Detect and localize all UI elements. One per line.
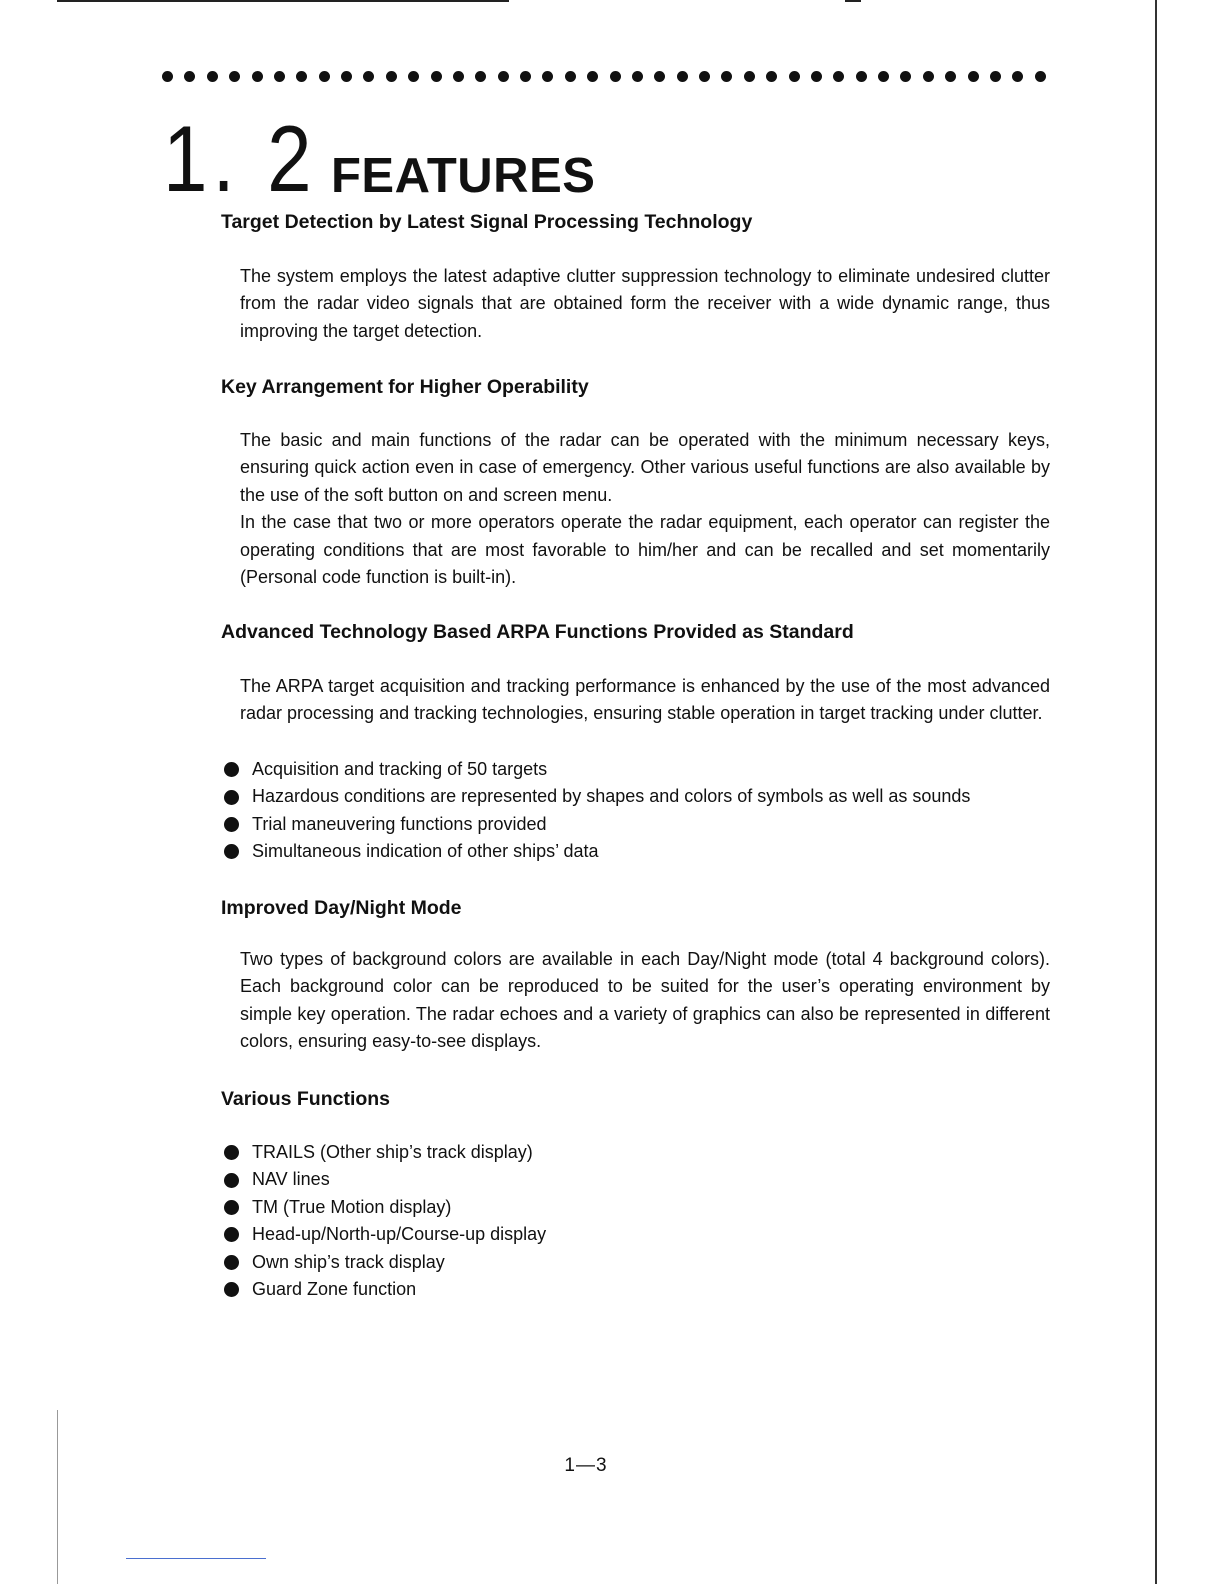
list-item: Trial maneuvering functions provided [224, 811, 970, 838]
bullet-icon [224, 1255, 239, 1270]
list-item: Simultaneous indication of other ships’ data [224, 838, 970, 865]
paragraph-text: The system employs the latest adaptive clutter suppression technology to eliminate undesired clutter from the radar video signals that are obtained form the receiver with a wide dynamic range, thus improving the target detection. [240, 266, 1050, 341]
list-item: Hazardous conditions are represented by shapes and colors of symbols as well as sounds [224, 783, 970, 810]
bullet-icon [224, 844, 239, 859]
paragraph-day-night-mode [240, 946, 1050, 1056]
heading-day-night-mode: Improved Day/Night Mode [221, 897, 462, 919]
bullet-icon [224, 1282, 239, 1297]
bullet-icon [224, 790, 239, 805]
paragraph-text: The basic and main functions of the radar can be operated with the minimum necessary keys, ensuring quick action even in case of emergency. Other various useful functions are also available by the use of the soft button on and screen menu. [240, 430, 1050, 505]
page-number: 1—3 [564, 1455, 608, 1476]
list-item: TM (True Motion display) [224, 1194, 546, 1221]
paragraph-target-detection [240, 263, 1050, 345]
bullet-icon [224, 1173, 239, 1188]
heading-various-functions: Various Functions [221, 1088, 391, 1110]
list-item: TRAILS (Other ship’s track display) [224, 1139, 546, 1166]
arpa-bullet-list [224, 756, 970, 866]
functions-bullet-list [224, 1139, 546, 1303]
paragraph-text: The ARPA target acquisition and tracking performance is enhanced by the use of the most advanced radar processing and tracking technologies, ensuring stable operation in target tracking under clutter. [240, 676, 1050, 724]
scan-edge-top-right [845, 0, 861, 2]
list-item: NAV lines [224, 1166, 546, 1193]
bullet-icon [224, 762, 239, 777]
bullet-icon [224, 1227, 239, 1242]
bullet-icon [224, 817, 239, 832]
scan-edge-right [1155, 0, 1157, 1584]
dotted-separator [162, 68, 1046, 84]
list-item: Own ship’s track display [224, 1249, 546, 1276]
list-item: Acquisition and tracking of 50 targets [224, 756, 970, 783]
scan-edge-left [57, 1410, 58, 1584]
paragraph-text: Two types of background colors are available in each Day/Night mode (total 4 background colors). Each background color can be reproduced to be suited for the user’s operating environment by simple key operation. The radar echoes and a variety of graphics can also be represented in different colors, ensuring easy-to-see displays. [240, 949, 1050, 1052]
heading-arpa-functions: Advanced Technology Based ARPA Functions Provided as Standard [221, 621, 854, 643]
section-title: FEATURES [331, 149, 596, 203]
scan-edge-top-left [57, 0, 509, 2]
bullet-icon [224, 1145, 239, 1160]
heading-target-detection: Target Detection by Latest Signal Processing Technology [221, 211, 753, 233]
list-item: Head-up/North-up/Course-up display [224, 1221, 546, 1248]
paragraph-arpa-functions [240, 673, 1050, 728]
scan-edge-bottom [126, 1558, 266, 1559]
bullet-icon [224, 1200, 239, 1215]
paragraph-key-arrangement [240, 427, 1050, 591]
heading-key-arrangement: Key Arrangement for Higher Operability [221, 376, 589, 398]
paragraph-text: In the case that two or more operators operate the radar equipment, each operator can register the operating conditions that are most favorable to him/her and can be recalled and set momentarily (Personal code function is built-in). [240, 512, 1050, 588]
section-number: 1. 2 [163, 106, 317, 211]
list-item: Guard Zone function [224, 1276, 546, 1303]
